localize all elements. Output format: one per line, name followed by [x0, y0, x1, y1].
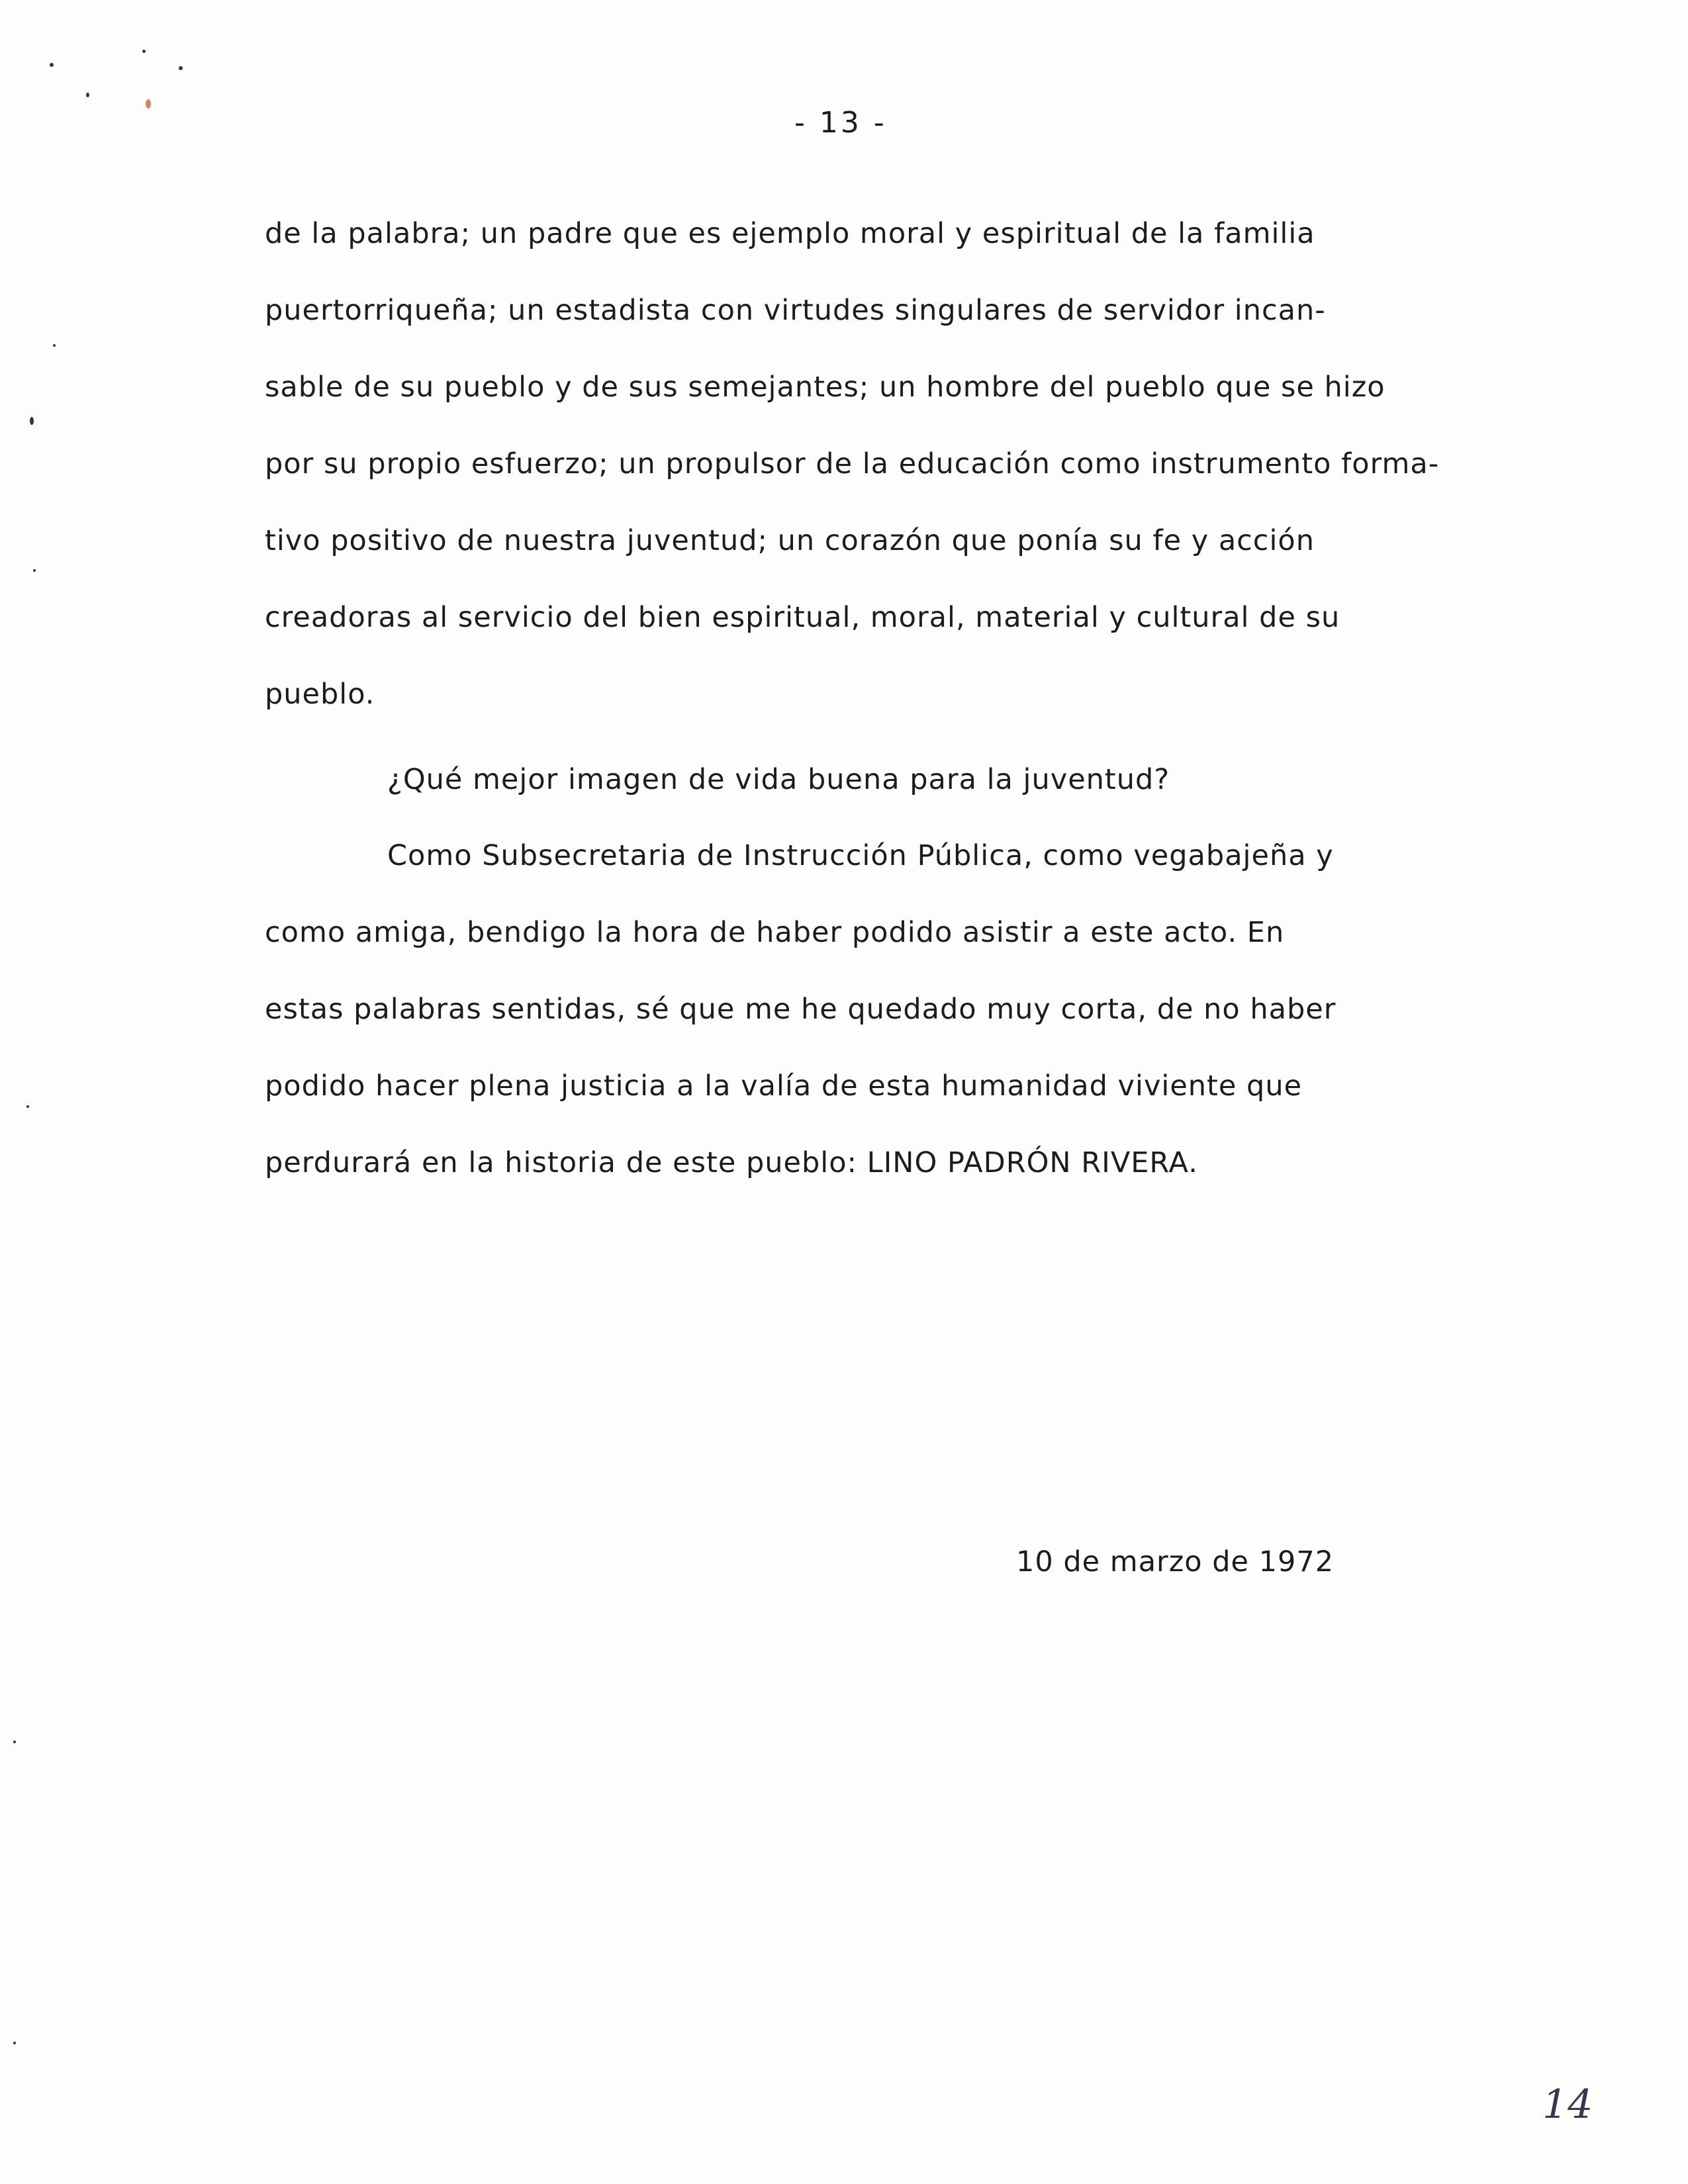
- handwritten-page-mark: 14: [1542, 2081, 1593, 2128]
- text-line: creadoras al servicio del bien espiritual, moral, material y cultural de su: [265, 601, 1340, 634]
- paragraph-1: [265, 195, 1575, 733]
- document-date: 10 de marzo de 1972: [1016, 1545, 1335, 1578]
- scan-speck: [33, 569, 36, 572]
- scan-speck: [50, 63, 54, 67]
- scan-speck: [179, 66, 183, 70]
- text-line: como amiga, bendigo la hora de haber podido asistir a este acto. En: [265, 916, 1285, 949]
- paragraph-3: [265, 817, 1575, 1201]
- text-line: sable de su pueblo y de sus semejantes; un hombre del pueblo que se hizo: [265, 371, 1385, 404]
- scan-speck: [26, 1105, 29, 1108]
- text-line: podido hacer plena justicia a la valía de esta humanidad viviente que: [265, 1069, 1303, 1103]
- page-number: - 13 -: [794, 106, 887, 140]
- scan-speck: [86, 93, 89, 97]
- scan-speck: [30, 417, 34, 425]
- text-line: estas palabras sentidas, sé que me he quedado muy corta, de no haber: [265, 993, 1336, 1026]
- scan-speck: [13, 2042, 16, 2044]
- text-line: puertorriqueña; un estadista con virtudes singulares de servidor incan-: [265, 294, 1326, 327]
- scan-speck: [53, 344, 56, 347]
- text-line: ¿Qué mejor imagen de vida buena para la juventud?: [387, 763, 1170, 796]
- text-line: Como Subsecretaria de Instrucción Pública, como vegabajeña y: [387, 839, 1334, 872]
- text-line: tivo positivo de nuestra juventud; un corazón que ponía su fe y acción: [265, 524, 1315, 557]
- paragraph-2: [265, 741, 1575, 818]
- scan-speck: [142, 50, 146, 53]
- text-line: perdurará en la historia de este pueblo: LINO PADRÓN RIVERA.: [265, 1146, 1198, 1179]
- text-line: por su propio esfuerzo; un propulsor de la educación como instrumento forma-: [265, 447, 1440, 480]
- scan-speck: [146, 99, 151, 109]
- text-line: pueblo.: [265, 678, 375, 711]
- text-line: de la palabra; un padre que es ejemplo moral y espiritual de la familia: [265, 217, 1315, 250]
- scan-speck: [13, 1741, 16, 1743]
